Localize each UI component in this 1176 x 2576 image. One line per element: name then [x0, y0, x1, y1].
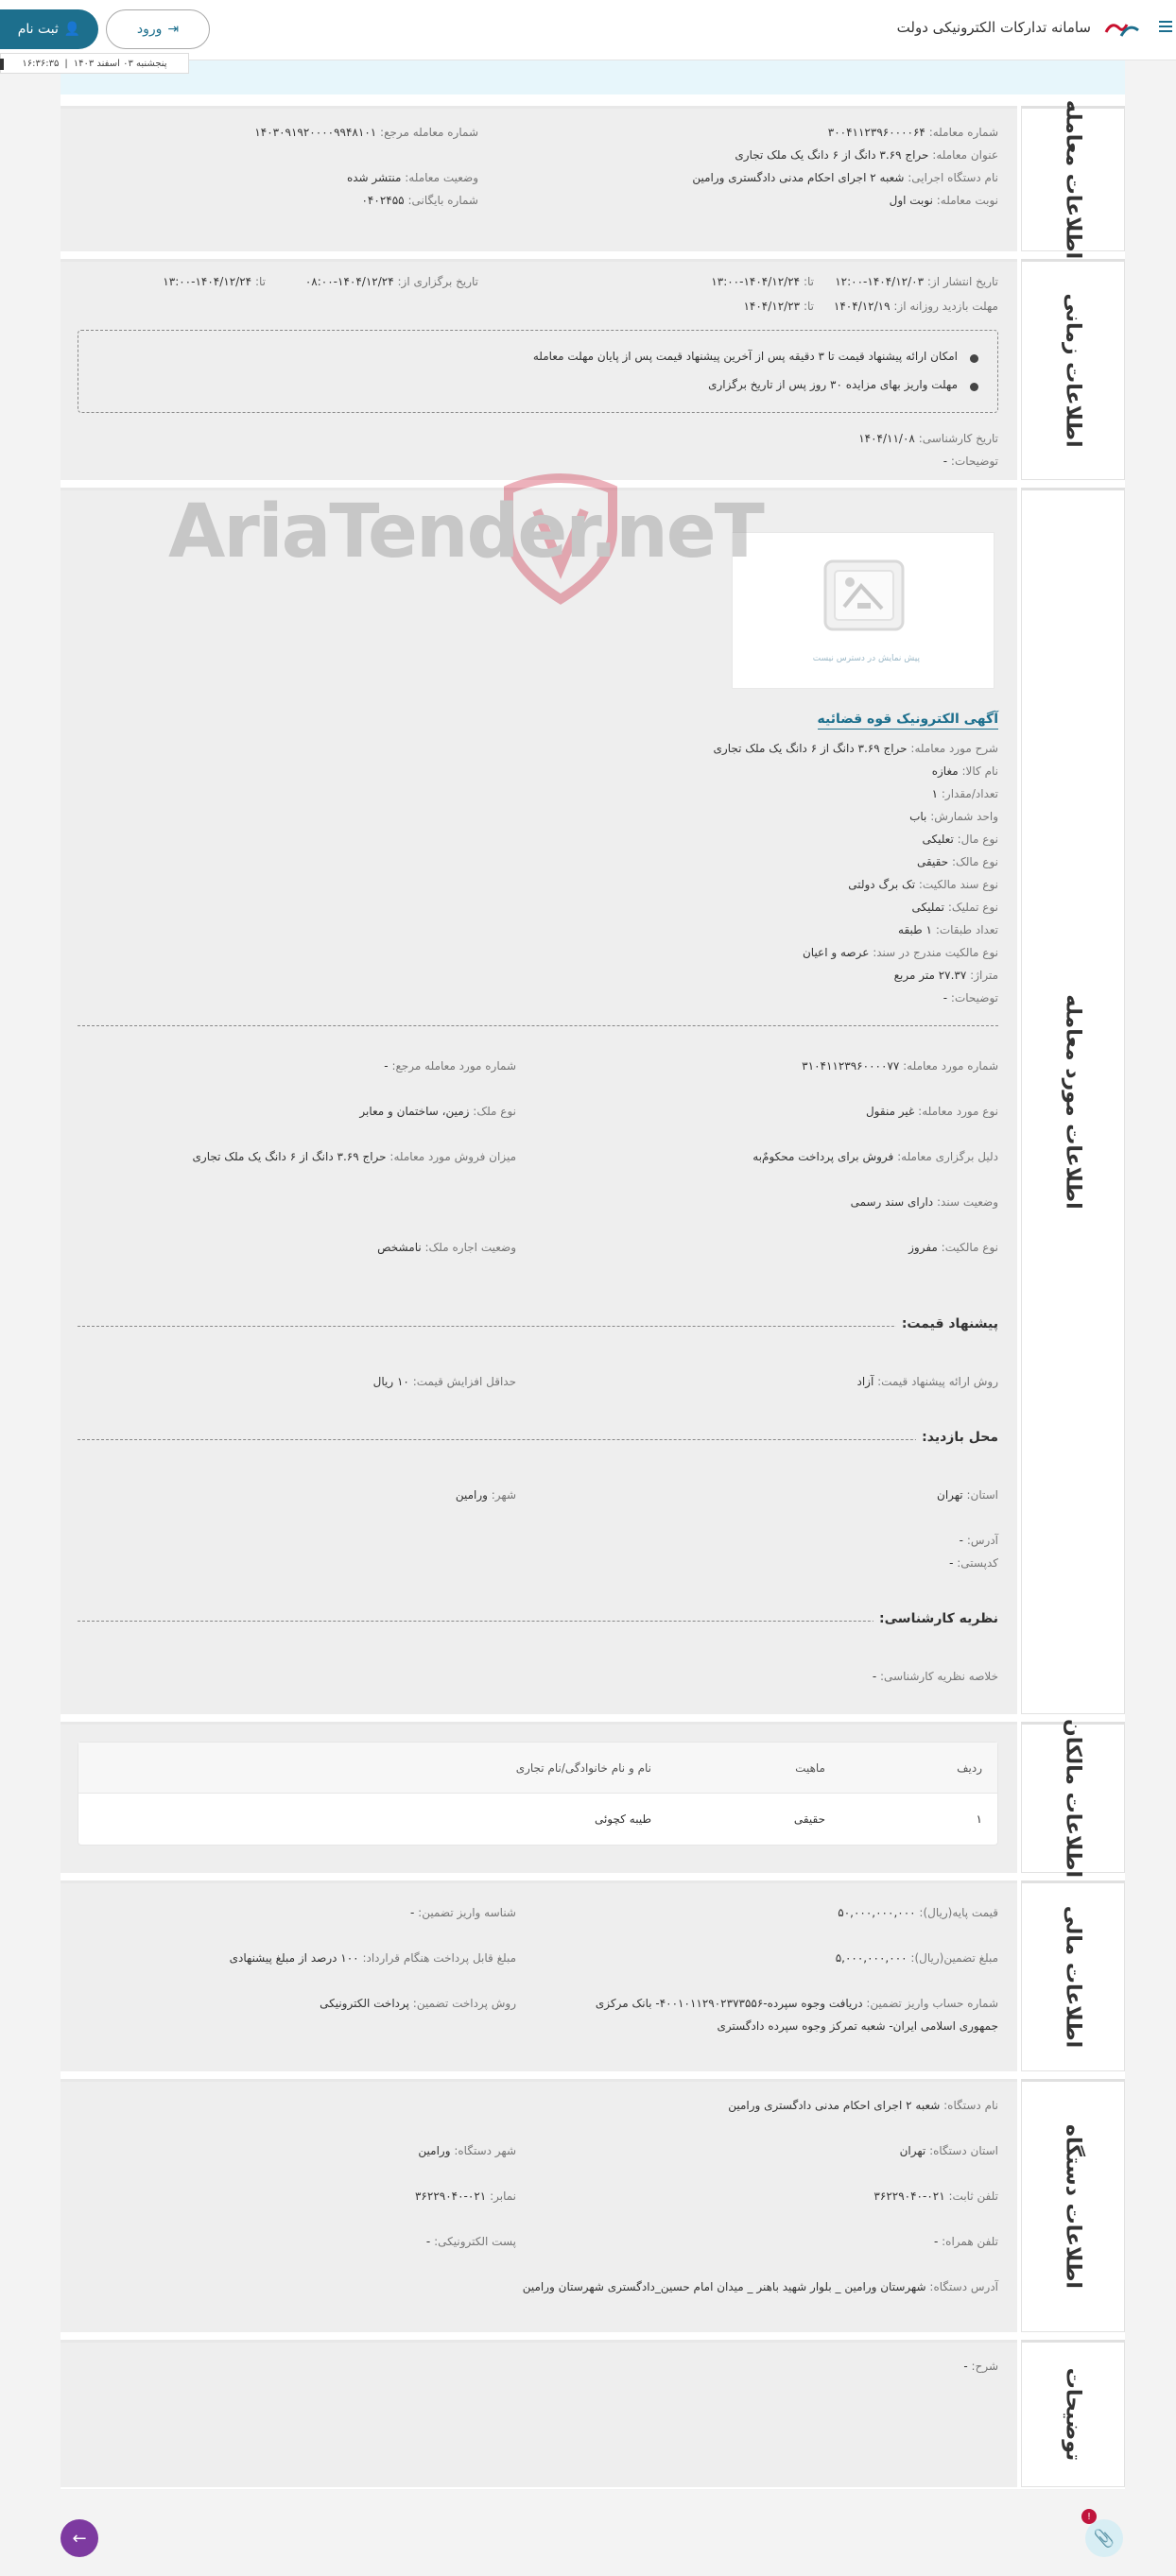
image-placeholder-icon	[806, 554, 922, 639]
divider	[78, 1025, 998, 1026]
section-deal-info: شماره معامله: ۳۰۰۴۱۱۲۳۹۶۰۰۰۰۶۴ شماره معامله مرجع: ۱۴۰۳۰۹۱۹۲۰۰۰۰۹۹۴۸۱۰۱ عنوان معامله: حراج ۳.۶۹ دانگ از ۶ دانگ یک ملک تجاری نام دستگاه اجرایی: شعبه ۲ اجرای احکام مدنی دادگستری ورامین وضعیت معامله: منتشر شده نوبت معامله: نوبت اول شماره بایگانی: ۰۴۰۲۴۵۵ اطلاعات معامله	[61, 106, 1125, 251]
tab-deal-info: اطلاعات معامله	[1021, 106, 1125, 251]
divider	[78, 1621, 998, 1622]
condition-bullet: امکان ارائه پیشنهاد قیمت تا ۳ دقیقه پس از آخرین پیشنهاد قیمت پس از پایان مهلت معامله	[532, 350, 958, 363]
tab-organization: اطلاعات دستگاه	[1021, 2079, 1125, 2332]
info-strip	[61, 60, 1125, 94]
expert-heading: نظریه کارشناسی:	[873, 1611, 998, 1626]
conditions-box	[78, 330, 998, 413]
property-row: واحد شمارش: باب	[909, 810, 998, 823]
property-row: نوع مالکیت مندرج در سند: عرصه و اعیان	[802, 946, 998, 959]
ad-title-link[interactable]: آگهی الکترونیک قوه قضائیه	[818, 712, 999, 730]
tab-time-info: اطلاعات زمانی	[1021, 259, 1125, 480]
register-button[interactable]	[0, 9, 98, 49]
owners-table	[78, 1742, 998, 1846]
date-text: پنجشنبه ۰۳ اسفند ۱۴۰۳	[73, 58, 167, 69]
property-row: نوع تملیک: تملیکی	[911, 901, 998, 914]
property-row: متراژ: ۲۷.۳۷ متر مربع	[893, 969, 998, 982]
section-owners	[61, 1719, 1125, 1878]
menu-icon[interactable]	[1159, 21, 1172, 34]
section-time-info: تاریخ انتشار از: ۱۴۰۴/۱۲/۰۳-۱۲:۰۰ تا: ۱۴۰۴/۱۲/۲۴-۱۳:۰۰ تاریخ برگزاری از: ۱۴۰۴/۱۲/۲۴-۰۸:۰۰ تا: ۱۴۰۴/۱۲/۲۴-۱۳:۰۰ مهلت بازدید روزانه از: ۱۴۰۴/۱۲/۱۹ تا: ۱۴۰۴/۱۲/۲۳ امکان ارائه پیشنهاد قیمت تا ۳ دقیقه پس از آخرین پیشنهاد قیمت پس از پایان مهلت معامله مهلت واریز بهای مزایده ۳۰ روز پس از تاریخ برگزاری تاریخ کارشناسی: ۱۴۰۴/۱۱/۰۸ توضیحات: - اطلاعات زمانی	[61, 259, 1125, 480]
tab-notes: توضیحات	[1021, 2340, 1125, 2487]
section-organization: نام دستگاه: شعبه ۲ اجرای احکام مدنی دادگستری ورامین استان دستگاه: تهران شهر دستگاه: ورامین تلفن ثابت: ۰۲۱-۳۶۲۲۹۰۴۰ نمابر: ۰۲۱-۳۶۲۲۹۰۴۰ تلفن همراه: - پست الکترونیکی: - آدرس دستگاه: شهرستان ورامین _ بلوار شهید باهنر _ میدان امام حسین_دادگستری شهرستان ورامین اطلاعات دستگاه	[61, 2079, 1125, 2332]
bid-heading: پیشنهاد قیمت:	[896, 1316, 998, 1331]
divider	[78, 1326, 998, 1327]
top-bar	[0, 0, 1176, 60]
property-row: توضیحات: -	[943, 991, 998, 1005]
site-title: سامانه تدارکات الکترونیکی دولت	[896, 19, 1091, 36]
visit-heading: محل بازدید:	[916, 1430, 998, 1445]
section-item-info: پیش نمایش در دسترس نیست آگهی الکترونیک قوه قضائیه شرح مورد معامله: حراج ۳.۶۹ دانگ از ۶ دانگ یک ملک تجاری نام کالا: مغازه تعداد/مقدار: ۱ واحد شمارش: باب نوع مال: تعلیکی نوع مالک: حقیقی نوع سند مالکیت: تک برگ دولتی نوع تملیک: تملیکی تعداد طبقات: ۱ طبقه نوع مالکیت مندرج در سند: عرصه و اعیان متراژ: ۲۷.۳۷ متر مربع توضیحات: - شماره مورد معامله: ۳۱۰۴۱۱۲۳۹۶۰۰۰۰۷۷ شماره مورد معامله مرجع: - نوع مورد معامله: غیر منقول نوع ملک: زمین، ساختمان و معابر دلیل برگزاری معامله: فروش برای پرداخت محکومٌ‌به میزان فروش مورد معامله: حراج ۳.۶۹ دانگ از ۶ دانگ یک ملک تجاری وضعیت سند: دارای سند رسمی نوع مالکیت: مفروز وضعیت اجاره ملک: نامشخص پیشنهاد قیمت: روش ارائه پیشنهاد قیمت: آزاد حداقل افزایش قیمت: ۱۰ ریال محل بازدید: استان: تهران شهر: ورامین آدرس: - کدپستی: - نظریه کارشناسی: خلاصه نظریه کارشناسی: - اطلاعات مورد معامله	[61, 488, 1125, 1714]
login-label: ورود	[136, 22, 163, 37]
property-row: شرح مورد معامله: حراج ۳.۶۹ دانگ از ۶ دانگ یک ملک تجاری	[713, 742, 998, 755]
property-row: تعداد/مقدار: ۱	[931, 787, 998, 800]
section-finance: قیمت پایه(ریال): ۵۰,۰۰۰,۰۰۰,۰۰۰ شناسه واریز تضمین: - مبلغ تضمین(ریال): ۵,۰۰۰,۰۰۰,۰۰۰ مبلغ قابل پرداخت هنگام قرارداد: ۱۰۰ درصد از مبلغ پیشنهادی شماره حساب واریز تضمین: دریافت وجوه سپرده-۴۰۰۱۰۱۱۲۹۰۲۳۷۳۵۵۶- بانک مرکزی جمهوری اسلامی ایران- شعبه تمرکز وجوه سپرده دادگستری روش پرداخت تضمین: پرداخت الکترونیکی اطلاعات مالی	[61, 1880, 1125, 2071]
login-button[interactable]	[106, 9, 210, 49]
paperclip-icon: 📎	[1093, 2528, 1115, 2549]
register-label: ثبت نام	[17, 22, 59, 37]
attachment-button[interactable]	[1085, 2519, 1123, 2557]
date-time-chip: پنجشنبه ۰۳ اسفند ۱۴۰۳ | ۱۶:۳۶:۳۵	[0, 53, 189, 74]
condition-bullet: مهلت واریز بهای مزایده ۳۰ روز پس از تاریخ برگزاری	[708, 378, 958, 391]
image-caption: پیش نمایش در دسترس نیست	[812, 654, 920, 663]
property-row: نوع مالک: حقیقی	[916, 855, 998, 868]
login-icon: ⇥	[167, 22, 180, 37]
watermark-text: AriaTender.neT	[168, 489, 763, 575]
property-row: نوع سند مالکیت: تک برگ دولتی	[848, 878, 998, 891]
property-row: نوع مال: تعلیکی	[922, 833, 998, 846]
tab-finance: اطلاعات مالی	[1021, 1880, 1125, 2071]
arrow-left-icon: ←	[72, 2528, 87, 2549]
notification-badge: !	[1081, 2509, 1097, 2524]
property-row: تعداد طبقات: ۱ طبقه	[898, 923, 998, 936]
time-text: ۱۶:۳۶:۳۵	[22, 58, 60, 69]
user-plus-icon: 👤	[63, 22, 81, 37]
edge-marker	[0, 59, 4, 70]
tab-item-info: اطلاعات مورد معامله	[1021, 488, 1125, 1714]
table-header: ردیف ماهیت نام و نام خانوادگی/نام تجاری	[78, 1743, 997, 1794]
brand-logo-icon[interactable]	[1102, 17, 1142, 42]
property-row: نام کالا: مغازه	[931, 764, 998, 778]
section-notes: شرح: - توضیحات	[61, 2340, 1125, 2487]
table-row: ۱ حقیقی طیبه کچوئی	[594, 1812, 982, 1826]
item-image-placeholder	[732, 532, 994, 689]
back-button[interactable]	[61, 2519, 98, 2557]
tab-owners: اطلاعات مالکان	[1021, 1722, 1125, 1873]
divider	[78, 1439, 998, 1440]
main-content	[61, 60, 1125, 2489]
